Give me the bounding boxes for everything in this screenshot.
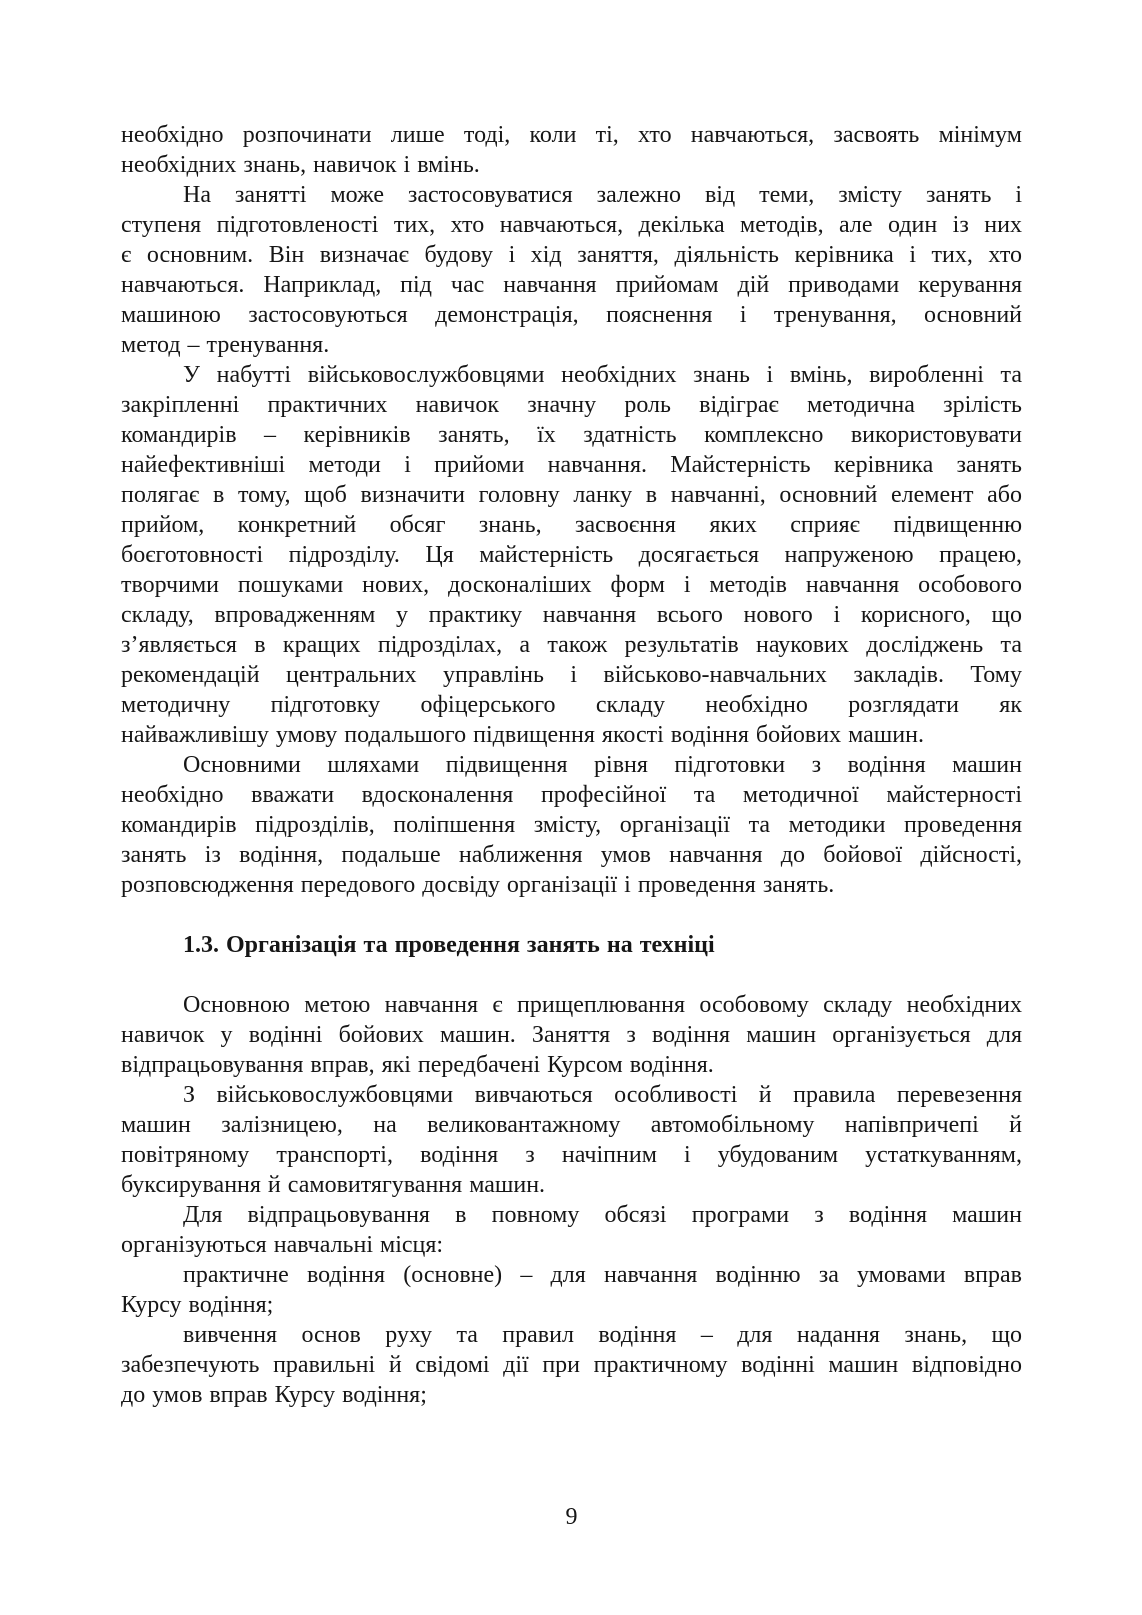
paragraph (121, 1260, 1022, 1320)
text-block (121, 120, 1022, 1410)
text-line: занять із водіння, подальше наближення умов навчання до бойової дійсності, (121, 842, 1022, 868)
text-line: забезпечують правильні й свідомі дії при практичному водінні машин відповідно (121, 1352, 1022, 1378)
text-line: На занятті може застосовуватися залежно від теми, змісту занять і (183, 182, 1022, 208)
text-line: Для відпрацьовування в повному обсязі програми з водіння машин (183, 1202, 1022, 1228)
text-line: практичне водіння (основне) – для навчання водінню за умовами вправ (183, 1262, 1022, 1288)
paragraph (121, 180, 1022, 360)
text-line: машиною застосовуються демонстрація, пояснення і тренування, основний (121, 302, 1022, 328)
text-line: Основною метою навчання є прищеплювання особовому складу необхідних (183, 992, 1022, 1018)
text-line: 1.3. Організація та проведення занять на техніці (183, 932, 715, 958)
text-line: необхідно розпочинати лише тоді, коли ті, хто навчаються, засвоять мінімум (121, 122, 1022, 148)
text-line: найефективніші методи і прийоми навчання. Майстерність керівника занять (121, 452, 1022, 478)
text-line: вивчення основ руху та правил водіння – для надання знань, що (183, 1322, 1022, 1348)
paragraph (121, 1320, 1022, 1410)
text-line: необхідно вважати вдосконалення професійної та методичної майстерності (121, 782, 1022, 808)
text-line: навчаються. Наприклад, під час навчання прийомам дій приводами керування (121, 272, 1022, 298)
text-line: методичну підготовку офіцерського складу необхідно розглядати як (121, 692, 1022, 718)
text-line: найважливішу умову подальшого підвищення якості водіння бойових машин. (121, 722, 924, 748)
section-heading (121, 930, 1022, 960)
text-line: ступеня підготовленості тих, хто навчаються, декілька методів, але один із них (121, 212, 1022, 238)
page-number: 9 (565, 1504, 578, 1530)
text-line: з’являється в кращих підрозділах, а також результатів наукових досліджень та (121, 632, 1022, 658)
text-line: У набутті військовослужбовцями необхідних знань і вмінь, виробленні та (183, 362, 1022, 388)
text-line: командирів – керівників занять, їх здатність комплексно використовувати (121, 422, 1022, 448)
text-line: розповсюдження передового досвіду організації і проведення занять. (121, 872, 835, 898)
paragraph (121, 990, 1022, 1080)
text-line: прийом, конкретний обсяг знань, засвоєння яких сприяє підвищенню (121, 512, 1022, 538)
text-line: до умов вправ Курсу водіння; (121, 1382, 427, 1408)
paragraph (121, 750, 1022, 900)
paragraph (121, 360, 1022, 750)
paragraph (121, 120, 1022, 180)
text-line: Курсу водіння; (121, 1292, 274, 1318)
text-line: Основними шляхами підвищення рівня підготовки з водіння машин (183, 752, 1022, 778)
text-line: навичок у водінні бойових машин. Заняття з водіння машин організується для (121, 1022, 1022, 1048)
text-line: є основним. Він визначає будову і хід заняття, діяльність керівника і тих, хто (121, 242, 1022, 268)
text-line: полягає в тому, щоб визначити головну ланку в навчанні, основний елемент або (121, 482, 1022, 508)
text-line: складу, впровадженням у практику навчання всього нового і корисного, що (121, 602, 1022, 628)
text-line: відпрацьовування вправ, які передбачені Курсом водіння. (121, 1052, 714, 1078)
text-line: необхідних знань, навичок і вмінь. (121, 152, 480, 178)
text-line: метод – тренування. (121, 332, 330, 358)
text-line: машин залізницею, на великовантажному автомобільному напівпричепі й (121, 1112, 1022, 1138)
text-line: повітряному транспорті, водіння з начіпним і убудованим устаткуванням, (121, 1142, 1022, 1168)
text-line: командирів підрозділів, поліпшення змісту, організації та методики проведення (121, 812, 1022, 838)
text-line: закріпленні практичних навичок значну роль відіграє методична зрілість (121, 392, 1022, 418)
text-line: З військовослужбовцями вивчаються особливості й правила перевезення (183, 1082, 1022, 1108)
text-line: боєготовності підрозділу. Ця майстерність досягається напруженою працею, (121, 542, 1022, 568)
text-line: рекомендацій центральних управлінь і військово-навчальних закладів. Тому (121, 662, 1022, 688)
paragraph (121, 1200, 1022, 1260)
text-line: організуються навчальні місця: (121, 1232, 444, 1258)
text-line: творчими пошуками нових, досконаліших форм і методів навчання особового (121, 572, 1022, 598)
paragraph (121, 1080, 1022, 1200)
text-line: буксирування й самовитягування машин. (121, 1172, 546, 1198)
